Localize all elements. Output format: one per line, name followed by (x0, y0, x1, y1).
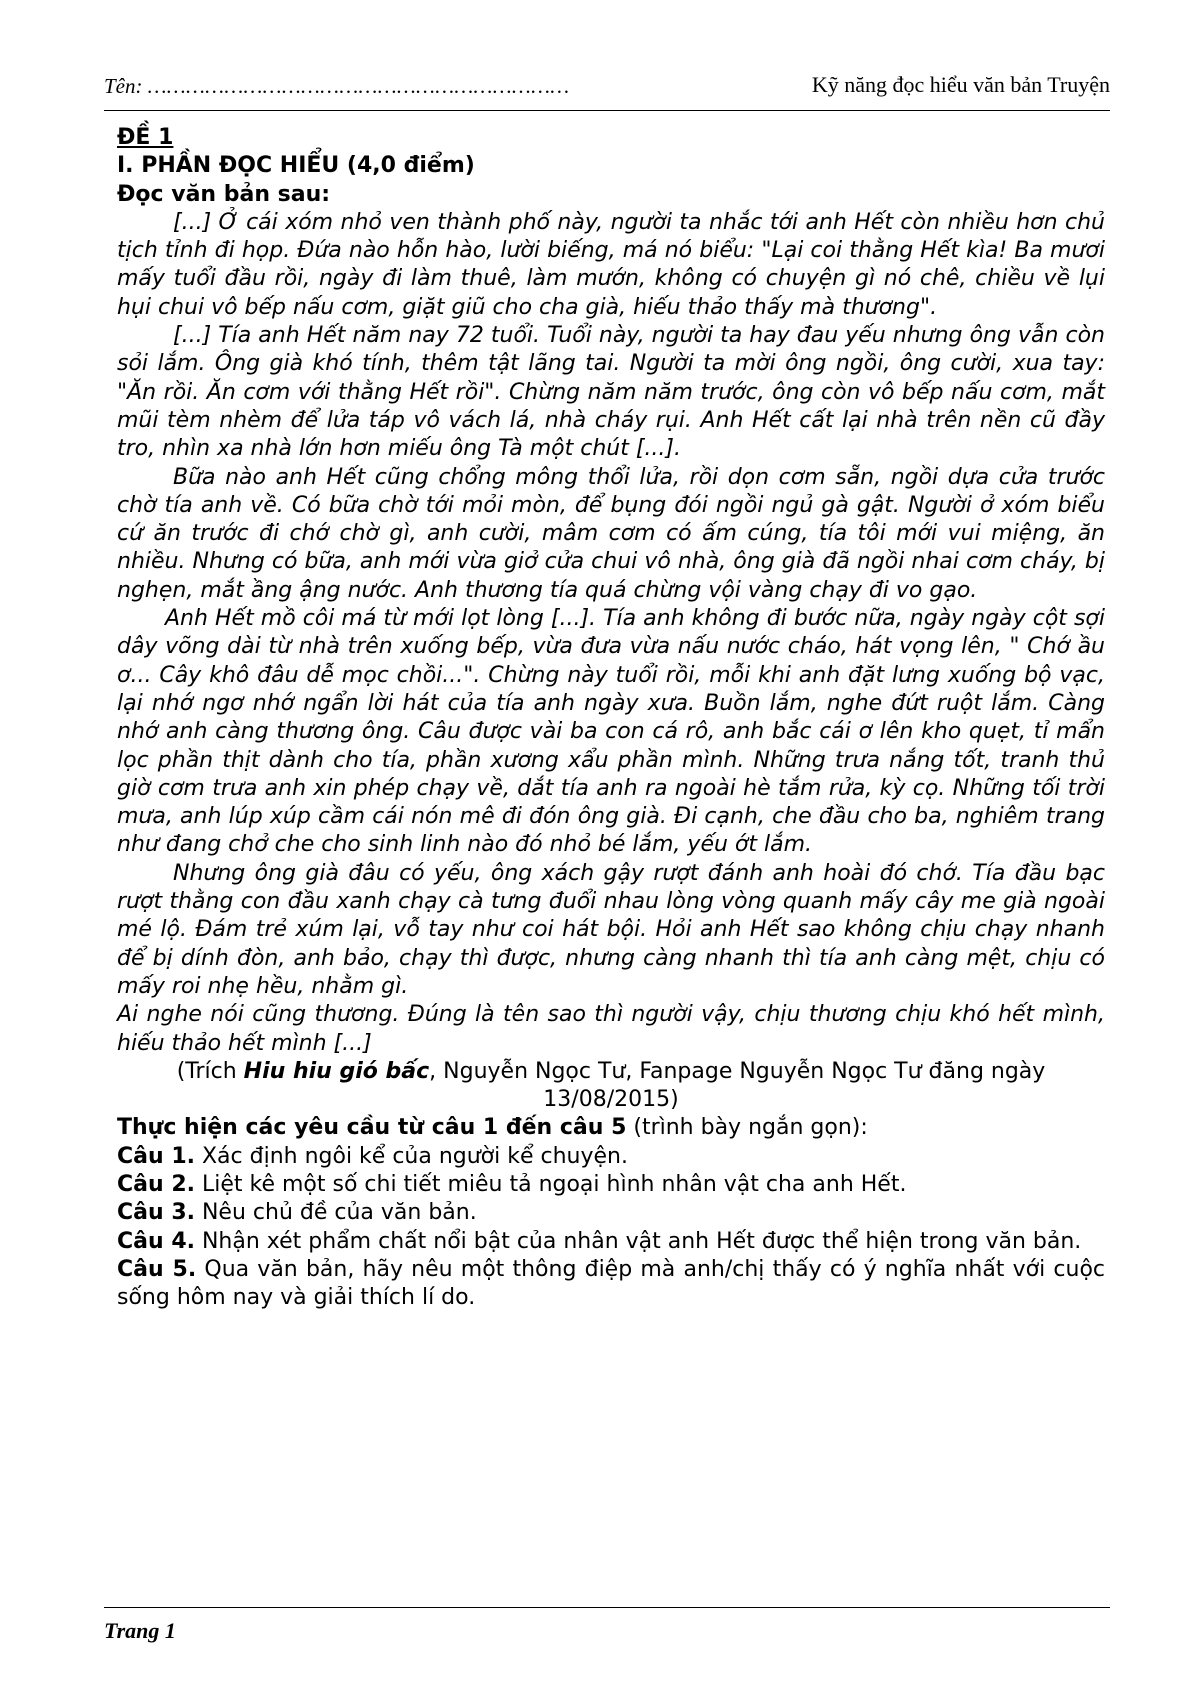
question-label: Câu 3. (117, 1200, 195, 1226)
task-rest: (trình bày ngắn gọn): (626, 1115, 868, 1141)
question-text: Qua văn bản, hãy nêu một thông điệp mà anh/chị thấy có ý nghĩa nhất với cuộc sống hôm nay và giải thích lí do. (117, 1256, 1106, 1311)
subject-title: Kỹ năng đọc hiểu văn bản Truyện (811, 72, 1110, 97)
passage-paragraph: Anh Hết mồ côi má từ mới lọt lòng [...]. Tía anh không đi bước nữa, ngày ngày cột sợi dây võng dài từ nhà trên xuống bếp, vừa đưa vừa nấu nước cháo, hát vọng lên, " Chớ ầu ơ... Cây khô đâu dễ mọc chồi...". Chừng này tuổi rồi, mỗi khi anh đặt lưng xuống bộ vạc, lại nhớ ngơ nhớ ngẩn lời hát của tía anh ngày xưa. Buồn lắm, nghe đứt ruột lắm. Càng nhớ anh càng thương ông. Câu được vài ba con cá rô, anh bắc cái ơ lên kho quẹt, tỉ mẩn lọc phần thịt dành cho tía, phần xương xẩu phần mình. Những trưa nắng tốt, tranh thủ giờ cơm trưa anh xin phép chạy về, dắt tía anh ra ngoài hè tắm rửa, kỳ cọ. Những tối trời mưa, anh lúp xúp cầm cái nón mê đi đón ông già. Đi cạnh, che đầu cho ba, nghiêm trang như đang chở che cho sinh linh nào đó nhỏ bé lắm, yếu ớt lắm. (117, 606, 1105, 858)
source-citation (117, 1058, 1105, 1115)
task-instruction (117, 1114, 1105, 1142)
question-label: Câu 5. (117, 1256, 197, 1282)
page-number: Trang 1 (104, 1618, 176, 1643)
question-text: Liệt kê một số chi tiết miêu tả ngoại hình nhân vật cha anh Hết. (194, 1171, 907, 1197)
passage-paragraph: Nhưng ông già đâu có yếu, ông xách gậy rượt đánh anh hoài đó chớ. Tía đầu bạc rượt thằng con đầu xanh chạy cà tưng đuổi nhau lòng vòng quanh mấy cây me già ngoài mé lộ. Đám trẻ xúm lại, vỗ tay như coi hát bội. Hỏi anh Hết sao không chịu chạy nhanh để bị dính đòn, anh bảo, chạy thì được, nhưng càng nhanh thì tía anh càng mệt, chịu có mấy roi nhẹ hều, nhằm gì. (117, 860, 1105, 999)
section-heading: I. PHẦN ĐỌC HIỂU (4,0 điểm) (117, 153, 475, 179)
page-header (104, 70, 1110, 111)
question-label: Câu 2. (117, 1171, 195, 1197)
task-bold: Thực hiện các yêu cầu từ câu 1 đến câu 5 (117, 1115, 627, 1141)
name-label: Tên: (104, 74, 143, 98)
question (117, 1199, 1105, 1227)
passage-paragraph: Ai nghe nói cũng thương. Đúng là tên sao thì người vậy, chịu thương chịu khó hết mình, hiếu thảo hết mình [...] (117, 1002, 1105, 1056)
question (117, 1143, 1105, 1171)
passage-paragraph: [...] Ở cái xóm nhỏ ven thành phố này, người ta nhắc tới anh Hết còn nhiều hơn chủ tịch tỉnh đi họp. Đứa nào hỗn hào, lười biếng, má nó biểu: "Lại coi thằng Hết kìa! Ba mươi mấy tuổi đầu rồi, ngày đi làm thuê, làm mướn, không có chuyện gì nó chê, chiều về lụi hụi chui vô bếp nấu cơm, giặt giũ cho cha già, hiếu thảo thấy mà thương". (117, 209, 1105, 320)
reading-instruction: Đọc văn bản sau: (117, 181, 331, 207)
source-prefix: (Trích (176, 1058, 244, 1084)
question-text: Xác định ngôi kể của người kể chuyện. (194, 1143, 628, 1169)
name-dots: ………………………………………………………… (147, 74, 570, 98)
question-text: Nêu chủ đề của văn bản. (194, 1200, 477, 1226)
question (117, 1171, 1105, 1199)
passage-paragraph: [...] Tía anh Hết năm nay 72 tuổi. Tuổi này, người ta hay đau yếu nhưng ông vẫn còn sỏi lắm. Ông già khó tính, thêm tật lãng tai. Người ta mời ông ngồi, ông cười, xua tay: "Ăn rồi. Ăn cơm với thằng Hết rồi". Chừng năm năm trước, ông còn vô bếp nấu cơm, mắt mũi tèm nhèm để lửa táp vô vách lá, nhà cháy rụi. Anh Hết cất lại nhà trên nền cũ đầy tro, nhìn xa nhà lớn hơn miếu ông Tà một chút [...]. (117, 323, 1105, 462)
question-text: Nhận xét phẩm chất nổi bật của nhân vật anh Hết được thể hiện trong văn bản. (194, 1228, 1082, 1254)
source-work-title: Hiu hiu gió bấc (243, 1058, 430, 1084)
exam-title: ĐỀ 1 (117, 125, 174, 150)
footer-divider (104, 1607, 1110, 1608)
source-suffix: , Nguyễn Ngọc Tư, Fanpage Nguyễn Ngọc Tư đăng ngày 13/08/2015) (429, 1058, 1046, 1113)
question (117, 1256, 1105, 1313)
name-line (104, 74, 570, 99)
question-label: Câu 4. (117, 1228, 195, 1254)
passage-paragraph: Bữa nào anh Hết cũng chổng mông thổi lửa, rồi dọn cơm sẵn, ngồi dựa cửa trước chờ tía anh về. Có bữa chờ tới mỏi mòn, để bụng đói ngồi ngủ gà gật. Người ở xóm biểu cứ ăn trước đi chớ chờ gì, anh cười, mâm cơm có ấm cúng, tía tôi mới vui miệng, ăn nhiều. Nhưng có bữa, anh mới vừa giở cửa chui vô nhà, ông già đã ngồi nhai cơm cháy, bị nghẹn, mắt ầng ậng nước. Anh thương tía quá chừng vội vàng chạy đi vo gạo. (117, 464, 1105, 603)
question (117, 1228, 1105, 1256)
question-label: Câu 1. (117, 1143, 195, 1169)
exam-content (117, 124, 1105, 1312)
